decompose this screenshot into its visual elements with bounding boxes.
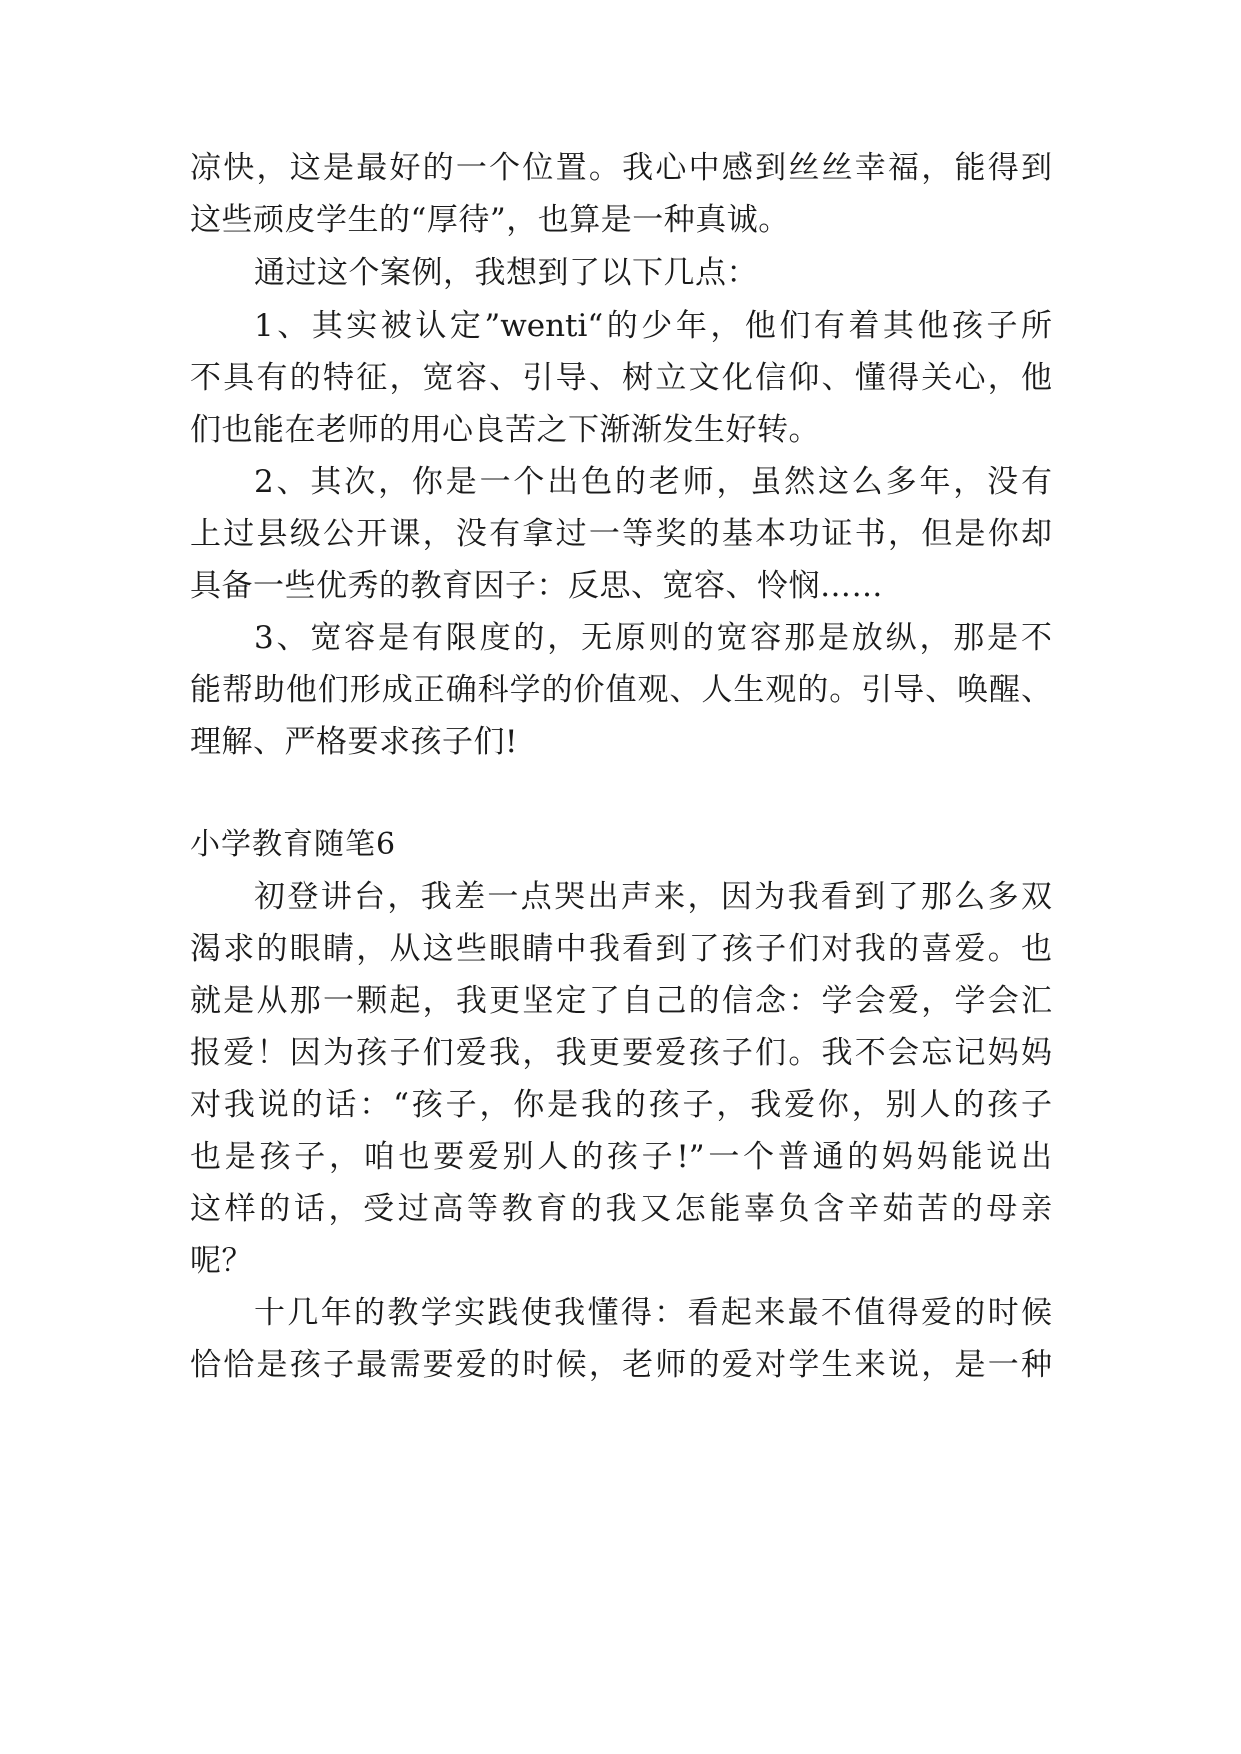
text-line: 恰恰是孩子最需要爱的时候，老师的爱对学生来说，是一种 <box>190 1347 1052 1383</box>
text-line: 呢？ <box>190 1243 253 1279</box>
text-line: 对我说的话：“孩子，你是我的孩子，我爱你，别人的孩子 <box>190 1087 1052 1123</box>
text-line: 渴求的眼睛，从这些眼睛中我看到了孩子们对我的喜爱。也 <box>190 931 1052 967</box>
text-line: 十几年的教学实践使我懂得：看起来最不值得爱的时候 <box>254 1295 1052 1331</box>
text-line: 1、其实被认定”wenti“的少年，他们有着其他孩子所 <box>254 308 1052 344</box>
text-line: 就是从那一颗起，我更坚定了自己的信念：学会爱，学会汇 <box>190 983 1052 1019</box>
section-title: 小学教育随笔6 <box>190 827 397 862</box>
text-line: 能帮助他们形成正确科学的价值观、人生观的。引导、唤醒、 <box>190 672 1052 708</box>
text-line: 这样的话，受过高等教育的我又怎能辜负含辛茹苦的母亲 <box>190 1191 1052 1227</box>
text-line: 也是孩子，咱也要爱别人的孩子!”一个普通的妈妈能说出 <box>190 1139 1052 1175</box>
text-line: 们也能在老师的用心良苦之下渐渐发生好转。 <box>190 412 820 448</box>
text-line: 初登讲台，我差一点哭出声来，因为我看到了那么多双 <box>254 879 1052 915</box>
text-line: 这些顽皮学生的“厚待”，也算是一种真诚。 <box>190 202 790 238</box>
text-line: 上过县级公开课，没有拿过一等奖的基本功证书，但是你却 <box>190 516 1052 552</box>
text-line: 通过这个案例，我想到了以下几点： <box>254 255 758 291</box>
text-line: 不具有的特征，宽容、引导、树立文化信仰、懂得关心，他 <box>190 360 1052 396</box>
text-line: 2、其次，你是一个出色的老师，虽然这么多年，没有 <box>254 464 1052 500</box>
text-line: 报爱！因为孩子们爱我，我更要爱孩子们。我不会忘记妈妈 <box>190 1035 1052 1071</box>
text-line: 理解、严格要求孩子们! <box>190 724 518 760</box>
text-line: 具备一些优秀的教育因子：反思、宽容、怜悯…… <box>190 568 883 604</box>
text-line: 3、宽容是有限度的，无原则的宽容那是放纵，那是不 <box>254 620 1052 656</box>
text-line: 凉快，这是最好的一个位置。我心中感到丝丝幸福，能得到 <box>190 150 1052 186</box>
